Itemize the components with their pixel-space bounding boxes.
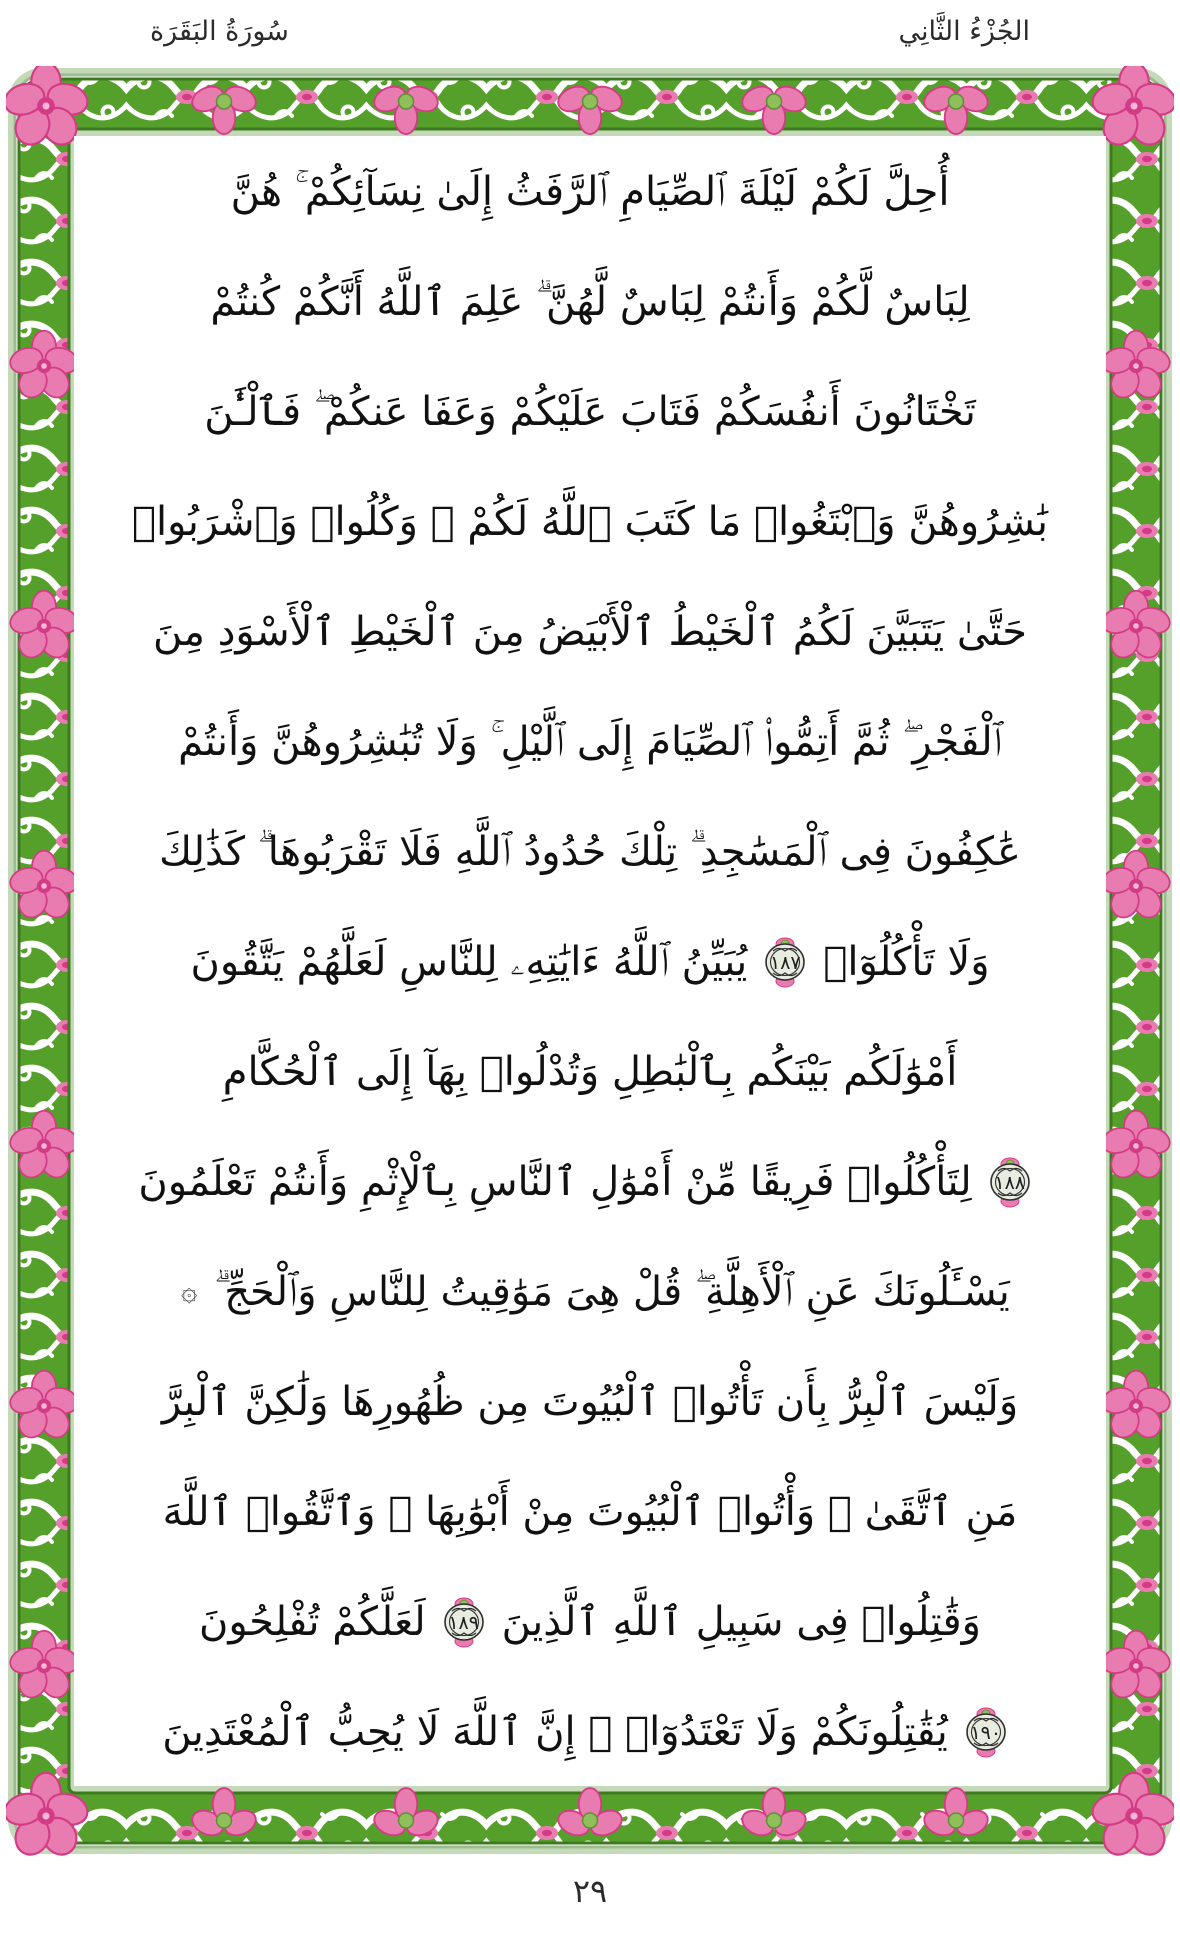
quran-line-text: يَسْـَٔلُونَكَ عَنِ ٱلْأَهِلَّةِ ۖ قُلْ هِىَ مَوَٰقِيتُ لِلنَّاسِ وَٱلْحَجِّ ۗ bbox=[214, 1269, 1010, 1315]
quran-line-text: وَلَا تَأْكُلُوٓا۟ bbox=[823, 939, 990, 985]
quran-line bbox=[82, 1140, 1098, 1224]
ayah-number-marker[interactable] bbox=[438, 1596, 490, 1648]
quran-line-text: وَلَيْسَ ٱلْبِرُّ بِأَن تَأْتُوا۟ ٱلْبُيُوتَ مِن ظُهُورِهَا وَلَٰكِنَّ ٱلْبِرَّ bbox=[161, 1379, 1019, 1425]
page-header bbox=[0, 0, 1180, 62]
juz-title: الجُزْءُ الثَّانِي bbox=[898, 15, 1030, 47]
quran-text-block bbox=[74, 136, 1106, 1786]
ayah-number: ١٨٩ bbox=[448, 1611, 479, 1634]
quran-line bbox=[82, 1030, 1098, 1114]
quran-line bbox=[82, 810, 1098, 894]
ayah-number: ١٨٧ bbox=[770, 951, 801, 974]
rub-el-hizb-icon: ۞ bbox=[181, 1274, 198, 1307]
ayah-number-marker[interactable] bbox=[759, 936, 811, 988]
quran-line bbox=[82, 1360, 1098, 1444]
ayah-number: ١٨٨ bbox=[994, 1171, 1025, 1194]
quran-line-text: لَعَلَّكُمْ تُفْلِحُونَ bbox=[199, 1599, 426, 1645]
page-number: ٢٩ bbox=[572, 1872, 608, 1910]
quran-line bbox=[82, 920, 1098, 1004]
quran-line-text: عَٰكِفُونَ فِى ٱلْمَسَٰجِدِ ۗ تِلْكَ حُدُودُ ٱللَّهِ فَلَا تَقْرَبُوهَا ۗ كَذَٰلِكَ bbox=[159, 829, 1021, 875]
quran-line bbox=[82, 480, 1098, 564]
quran-line bbox=[82, 1470, 1098, 1554]
quran-line-text: أَمْوَٰلَكُم بَيْنَكُم بِٱلْبَٰطِلِ وَتُدْلُوا۟ بِهَآ إِلَى ٱلْحُكَّامِ bbox=[222, 1049, 958, 1095]
surah-title: سُورَةُ البَقَرَة bbox=[150, 15, 289, 47]
quran-line bbox=[82, 260, 1098, 344]
quran-line-text: يُبَيِّنُ ٱللَّهُ ءَايَٰتِهِۦ لِلنَّاسِ لَعَلَّهُمْ يَتَّقُونَ bbox=[190, 939, 748, 985]
quran-line bbox=[82, 1580, 1098, 1664]
quran-line bbox=[82, 700, 1098, 784]
quran-line bbox=[82, 150, 1098, 234]
quran-line-text: مَنِ ٱتَّقَىٰ ۗ وَأْتُوا۟ ٱلْبُيُوتَ مِنْ أَبْوَٰبِهَا ۚ وَٱتَّقُوا۟ ٱللَّهَ bbox=[162, 1489, 1018, 1535]
quran-line bbox=[82, 370, 1098, 454]
quran-line-text: أُحِلَّ لَكُمْ لَيْلَةَ ٱلصِّيَامِ ٱلرَّفَثُ إِلَىٰ نِسَآئِكُمْ ۚ هُنَّ bbox=[230, 169, 950, 215]
quran-line-text: بَٰشِرُوهُنَّ وَٱبْتَغُوا۟ مَا كَتَبَ ٱللَّهُ لَكُمْ ۚ وَكُلُوا۟ وَٱشْرَبُوا۟ bbox=[131, 499, 1049, 545]
quran-line-text: يُقَٰتِلُونَكُمْ وَلَا تَعْتَدُوٓا۟ ۚ إِنَّ ٱللَّهَ لَا يُحِبُّ ٱلْمُعْتَدِينَ bbox=[162, 1709, 948, 1755]
ayah-number: ١٩٠ bbox=[970, 1721, 1002, 1744]
quran-line bbox=[82, 1690, 1098, 1774]
quran-line bbox=[82, 590, 1098, 674]
quran-line-text: لِتَأْكُلُوا۟ فَرِيقًا مِّنْ أَمْوَٰلِ ٱلنَّاسِ بِٱلْإِثْمِ وَأَنتُمْ تَعْلَمُونَ bbox=[138, 1159, 972, 1205]
ayah-number-marker[interactable] bbox=[960, 1706, 1012, 1758]
quran-line-text: تَخْتَانُونَ أَنفُسَكُمْ فَتَابَ عَلَيْكُمْ وَعَفَا عَنكُمْ ۖ فَٱلْـَٰٔنَ bbox=[204, 389, 976, 435]
quran-line bbox=[82, 1250, 1098, 1334]
quran-line-text: لِبَاسٌ لَّكُمْ وَأَنتُمْ لِبَاسٌ لَّهُنَّ ۗ عَلِمَ ٱللَّهُ أَنَّكُمْ كُنتُمْ bbox=[210, 279, 970, 325]
quran-line-text: ٱلْفَجْرِ ۖ ثُمَّ أَتِمُّوا۟ ٱلصِّيَامَ إِلَى ٱلَّيْلِ ۚ وَلَا تُبَٰشِرُوهُنَّ وَأَنتُمْ bbox=[178, 719, 1002, 765]
quran-line-text: وَقَٰتِلُوا۟ فِى سَبِيلِ ٱللَّهِ ٱلَّذِينَ bbox=[501, 1599, 981, 1645]
quran-line-text: حَتَّىٰ يَتَبَيَّنَ لَكُمُ ٱلْخَيْطُ ٱلْأَبْيَضُ مِنَ ٱلْخَيْطِ ٱلْأَسْوَدِ مِنَ bbox=[153, 609, 1027, 655]
ayah-number-marker[interactable] bbox=[984, 1156, 1036, 1208]
